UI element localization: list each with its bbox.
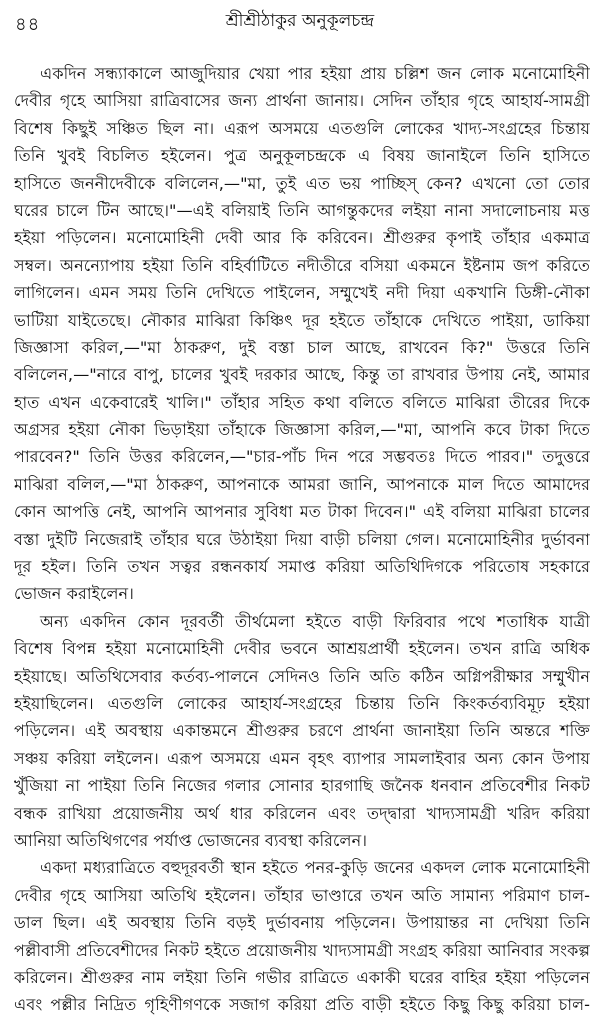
text-line: পল্লীবাসী প্রতিবেশীদের নিকট হইতে প্রয়োজনীয় খাদ্যসামগ্রী সংগ্রহ করিয়া আনিবার সংকল্প <box>14 940 590 960</box>
text-line: বন্ধক রাখিয়া প্রয়োজনীয় অর্থ ধার করিলেন এবং তদ্দ্বারা খাদ্যসামগ্রী খরিদ করিয়া <box>14 803 590 823</box>
text-line: পড়িলেন। এই অবস্থায় একান্তমনে শ্রীগুরুর চরণে প্রার্থনা জানাইয়া তিনি অন্তরে শক্তি <box>14 721 590 741</box>
text-line: বস্তা দুইটি নিজেরাই তাঁহার ঘরে উঠাইয়া দিয়া বাড়ী চলিয়া গেল। মনোমোহিনীর দুর্ভাবনা <box>14 529 590 549</box>
text-line: আনিয়া অতিথিগণের পর্যাপ্ত ভোজনের ব্যবস্থা করিলেন। <box>14 830 368 850</box>
text-line: সম্বল। অনন্যোপায় হইয়া তিনি বহির্বাটিতে নদীতীরে বসিয়া একমনে ইষ্টনাম জপ করিতে <box>14 255 590 275</box>
text-line: ভাটিয়া যাইতেছে। নৌকার মাঝিরা কিঞ্চিৎ দূর হইতে তাঁহাকে দেখিতে পাইয়া, ডাকিয়া <box>14 310 590 330</box>
paragraph <box>14 60 590 608</box>
paragraph <box>14 854 590 1018</box>
text-line: ডাল ছিল। এই অবস্থায় তিনি বড়ই দুর্ভাবনায় পড়িলেন। উপায়ান্তর না দেখিয়া তিনি <box>14 913 590 933</box>
text-line: একদিন সন্ধ্যাকালে আজুদিয়ার খেয়া পার হইয়া প্রায় চল্লিশ জন লোক মনোমোহিনী <box>40 64 590 83</box>
text-line: বলিলেন,—"নারে বাপু, চালের খুবই দরকার আছে, কিন্তু তা রাখবার উপায় নেই, আমার <box>14 365 590 385</box>
text-line: কোন আপত্তি নেই, আপনি আপনার সুবিধা মত টাকা দিবেন।" এই বলিয়া মাঝিরা চালের <box>14 502 590 522</box>
text-line: হাসিতে জননীদেবীকে বলিলেন,—"মা, তুই এত ভয় পাচ্ছিস্ কেন? এখনো তো তোর <box>14 173 590 193</box>
body-text <box>14 60 590 1019</box>
text-line: ঘরের চালে টিন আছে।"—এই বলিয়াই তিনি আগন্তুকদের লইয়া নানা সদালোচনায় মত্ত <box>14 200 590 220</box>
text-line: বিশেষ কিছুই সঞ্চিত ছিল না। এরূপ অসময়ে এতগুলি লোকের খাদ্য-সংগ্রহের চিন্তায় <box>14 118 590 138</box>
text-line: জিজ্ঞাসা করিল,—"মা ঠাকরুণ, দুই বস্তা চাল আছে, রাখবেন কি?" উত্তরে তিনি <box>14 337 590 357</box>
text-line: এবং পল্লীর নিদ্রিত গৃহিণীগণকে সজাগ করিয়া প্রতি বাড়ী হইতে কিছু কিছু করিয়া চাল- <box>14 995 590 1015</box>
text-line: করিলেন। শ্রীগুরুর নাম লইয়া তিনি গভীর রাত্রিতে একাকী ঘরের বাহির হইয়া পড়িলেন <box>14 967 590 987</box>
text-line: পারবেন?" তিনি উত্তর করিলেন,—"চার-পাঁচ দিন পরে সম্ভবতঃ দিতে পারব।" তদুত্তরে <box>14 447 590 467</box>
text-line: অগ্রসর হইয়া নৌকা ভিড়াইয়া তাঁহাকে জিজ্ঞাসা করিল,—"মা, আপনি কবে টাকা দিতে <box>14 420 590 440</box>
paragraph <box>14 608 590 855</box>
text-line: বিশেষ বিপন্ন হইয়া মনোমোহিনী দেবীর ভবনে আশ্রয়প্রার্থী হইলেন। তখন রাত্রি অধিক <box>14 639 590 659</box>
text-line: লাগিলেন। এমন সময় তিনি দেখিতে পাইলেন, সম্মুখেই নদী দিয়া একখানি ডিঙ্গী-নৌকা <box>14 283 590 303</box>
text-line: ভোজন করাইলেন। <box>14 584 134 604</box>
text-line: হইয়াছিলেন। এতগুলি লোকের আহার্য-সংগ্রহের চিন্তায় তিনি কিংকর্তব্যবিমূঢ় হইয়া <box>14 693 590 713</box>
text-line: খুঁজিয়া না পাইয়া তিনি নিজের গলার সোনার হারগাছি জনৈক ধনবান প্রতিবেশীর নিকট <box>14 776 590 796</box>
text-line: দূর হইল। তিনি তখন সত্বর রন্ধনকার্য সমাপ্ত করিয়া অতিথিদিগকে পরিতোষ সহকারে <box>14 557 590 577</box>
text-line: তিনি খুবই বিচলিত হইলেন। পুত্র অনুকূলচন্দ্রকে এ বিষয় জানাইলে তিনি হাসিতে <box>14 146 590 166</box>
text-line: একদা মধ্যরাত্রিতে বহুদূরবর্তী স্থান হইতে পনর-কুড়ি জনের একদল লোক মনোমোহিনী <box>40 858 590 878</box>
text-line: সঞ্চয় করিয়া লইলেন। এরূপ অসময়ে এমন বৃহৎ ব্যাপার সামলাইবার অন্য কোন উপায় <box>14 748 590 768</box>
text-line: হইয়া পড়িলেন। মনোমোহিনী দেবী আর কি করিবেন। শ্রীগুরুর কৃপাই তাঁহার একমাত্র <box>14 228 590 248</box>
text-line: মাঝিরা বলিল,—"মা ঠাকরুণ, আপনাকে আমরা জানি, আপনাকে মাল দিতে আমাদের <box>14 474 590 494</box>
text-line: হইয়াছে। অতিথিসেবার কর্তব্য-পালনে সেদিনও তিনি অতি কঠিন অগ্নিপরীক্ষার সম্মুখীন <box>14 666 590 686</box>
text-line: হাত এখন একেবারেই খালি।" তাঁহার সহিত কথা বলিতে বলিতে মাঝিরা তীরের দিকে <box>14 392 590 412</box>
text-line: দেবীর গৃহে আসিয়া অতিথি হইলেন। তাঁহার ভাণ্ডারে তখন অতি সামান্য পরিমাণ চাল- <box>14 885 590 905</box>
text-line: দেবীর গৃহে আসিয়া রাত্রিবাসের জন্য প্রার্থনা জানায়। সেদিন তাঁহার গৃহে আহার্য-সামগ্রী <box>14 91 590 111</box>
running-title: শ্রীশ্রীঠাকুর অনুকূলচন্দ্র <box>225 11 375 31</box>
text-line: অন্য একদিন কোন দূরবর্তী তীর্থমেলা হইতে বাড়ী ফিরিবার পথে শতাধিক যাত্রী <box>40 611 590 631</box>
page-number: ৪৪ <box>15 14 41 35</box>
page-header <box>0 0 600 40</box>
